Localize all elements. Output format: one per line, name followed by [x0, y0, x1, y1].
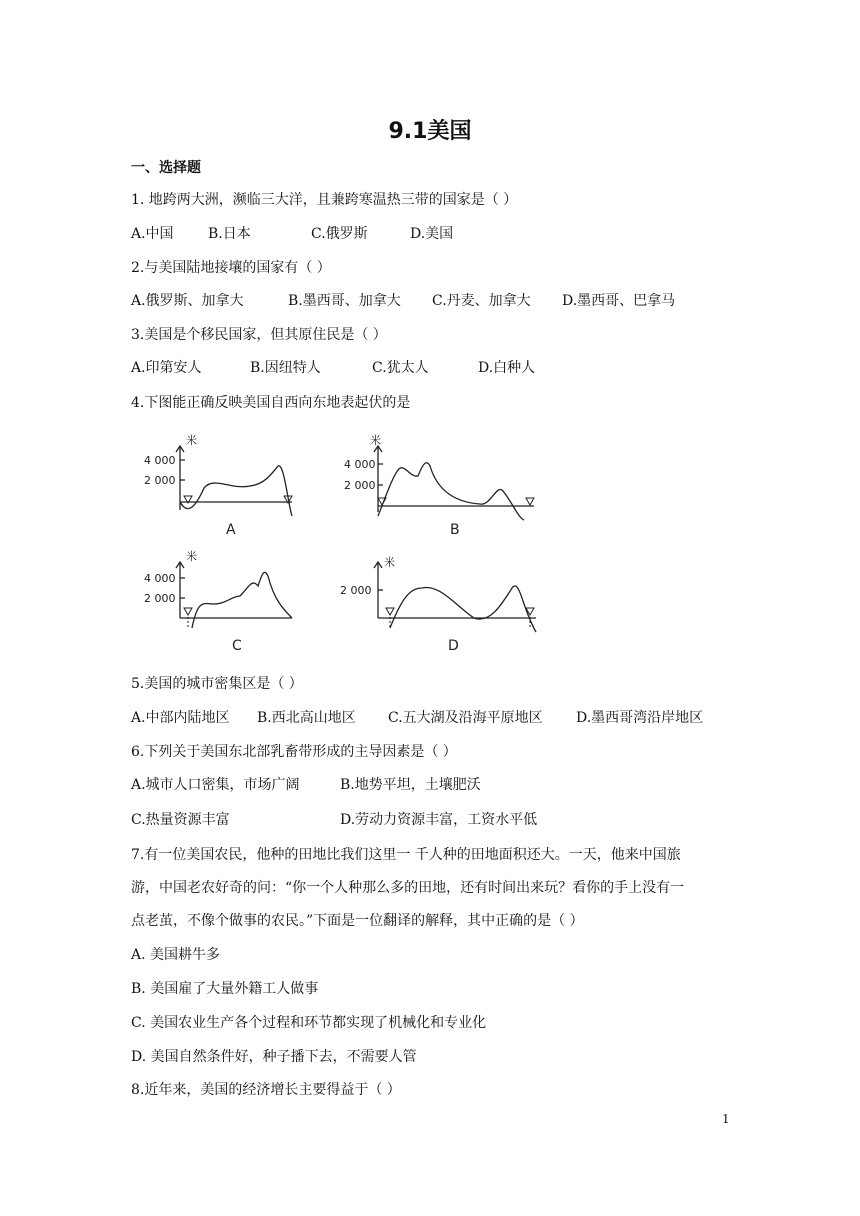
q6-option-d: D.劳动力资源丰富，工资水平低 — [340, 812, 538, 828]
section-heading: 一、选择题 — [131, 160, 201, 176]
panel-c-tick-4000: 4 000 — [144, 572, 176, 585]
q1-option-d: D.美国 — [410, 226, 454, 242]
q7-option-d: D. 美国自然条件好，种子播下去，不需要人管 — [131, 1049, 417, 1065]
question-4-stem: 4.下图能正确反映美国自西向东地表起伏的是 — [131, 395, 411, 411]
q3-option-c: C.犹太人 — [372, 360, 429, 376]
panel-b-unit: 米 — [370, 434, 381, 447]
question-5-stem: 5.美国的城市密集区是（ ） — [131, 676, 303, 692]
q1-option-a: A.中国 — [131, 226, 174, 242]
panel-d-unit: 米 — [384, 556, 395, 569]
q1-option-c: C.俄罗斯 — [311, 226, 368, 242]
panel-a-label: A — [226, 522, 236, 538]
page-title: 9.1美国 — [388, 119, 472, 144]
panel-b-tick-2000: 2 000 — [344, 479, 376, 492]
q3-option-d: D.白种人 — [478, 360, 536, 376]
q5-option-d: D.墨西哥湾沿岸地区 — [576, 710, 704, 726]
q2-option-b: B.墨西哥、加拿大 — [288, 293, 401, 309]
q3-option-b: B.因纽特人 — [250, 360, 321, 376]
panel-c-tick-2000: 2 000 — [144, 592, 176, 605]
question-6-stem: 6.下列关于美国东北部乳畜带形成的主导因素是（ ） — [131, 744, 457, 760]
panel-c-label: C — [232, 638, 242, 654]
q2-option-d: D.墨西哥、巴拿马 — [562, 293, 676, 309]
q7-option-a: A. 美国耕牛多 — [131, 947, 221, 963]
q7-option-c: C. 美国农业生产各个过程和环节都实现了机械化和专业化 — [131, 1015, 487, 1031]
q2-option-a: A.俄罗斯、加拿大 — [131, 293, 244, 309]
terrain-profile-figure — [140, 428, 560, 658]
q1-option-b: B.日本 — [208, 226, 251, 242]
q7-option-b: B. 美国雇了大量外籍工人做事 — [131, 981, 319, 997]
panel-a-tick-2000: 2 000 — [144, 474, 176, 487]
q6-option-b: B.地势平坦，土壤肥沃 — [340, 777, 481, 793]
q6-option-c: C.热量资源丰富 — [131, 812, 230, 828]
panel-d-label: D — [448, 638, 459, 654]
question-1-stem: 1. 地跨两大洲，濒临三大洋，且兼跨寒温热三带的国家是（ ） — [131, 192, 518, 208]
question-8-stem: 8.近年来，美国的经济增长主要得益于（ ） — [131, 1082, 401, 1098]
panel-b-label: B — [450, 522, 460, 538]
question-3-stem: 3.美国是个移民国家，但其原住民是（ ） — [131, 327, 387, 343]
page-number: 1 — [722, 1112, 730, 1126]
q5-option-a: A.中部内陆地区 — [131, 710, 230, 726]
panel-d-tick-2000: 2 000 — [340, 584, 372, 597]
panel-a-tick-4000: 4 000 — [144, 454, 176, 467]
panel-c-unit: 米 — [186, 550, 197, 563]
question-7-line-1: 7.有一位美国农民，他种的田地比我们这里一 千人种的田地面积还大。一天，他来中国旅 — [131, 847, 681, 863]
question-7-line-2: 游，中国老农好奇的问：“你一个人种那么多的田地，还有时间出来玩？看你的手上没有一 — [131, 880, 685, 896]
q6-option-a: A.城市人口密集，市场广阔 — [131, 777, 300, 793]
q5-option-c: C.五大湖及沿海平原地区 — [388, 710, 543, 726]
panel-a-unit: 米 — [186, 434, 197, 447]
question-2-stem: 2.与美国陆地接壤的国家有（ ） — [131, 260, 331, 276]
panel-b-tick-4000: 4 000 — [344, 458, 376, 471]
q3-option-a: A.印第安人 — [131, 360, 202, 376]
question-7-line-3: 点老茧，不像个做事的农民。”下面是一位翻译的解释，其中正确的是（ ） — [131, 913, 584, 929]
q2-option-c: C.丹麦、加拿大 — [432, 293, 531, 309]
q5-option-b: B.西北高山地区 — [257, 710, 356, 726]
